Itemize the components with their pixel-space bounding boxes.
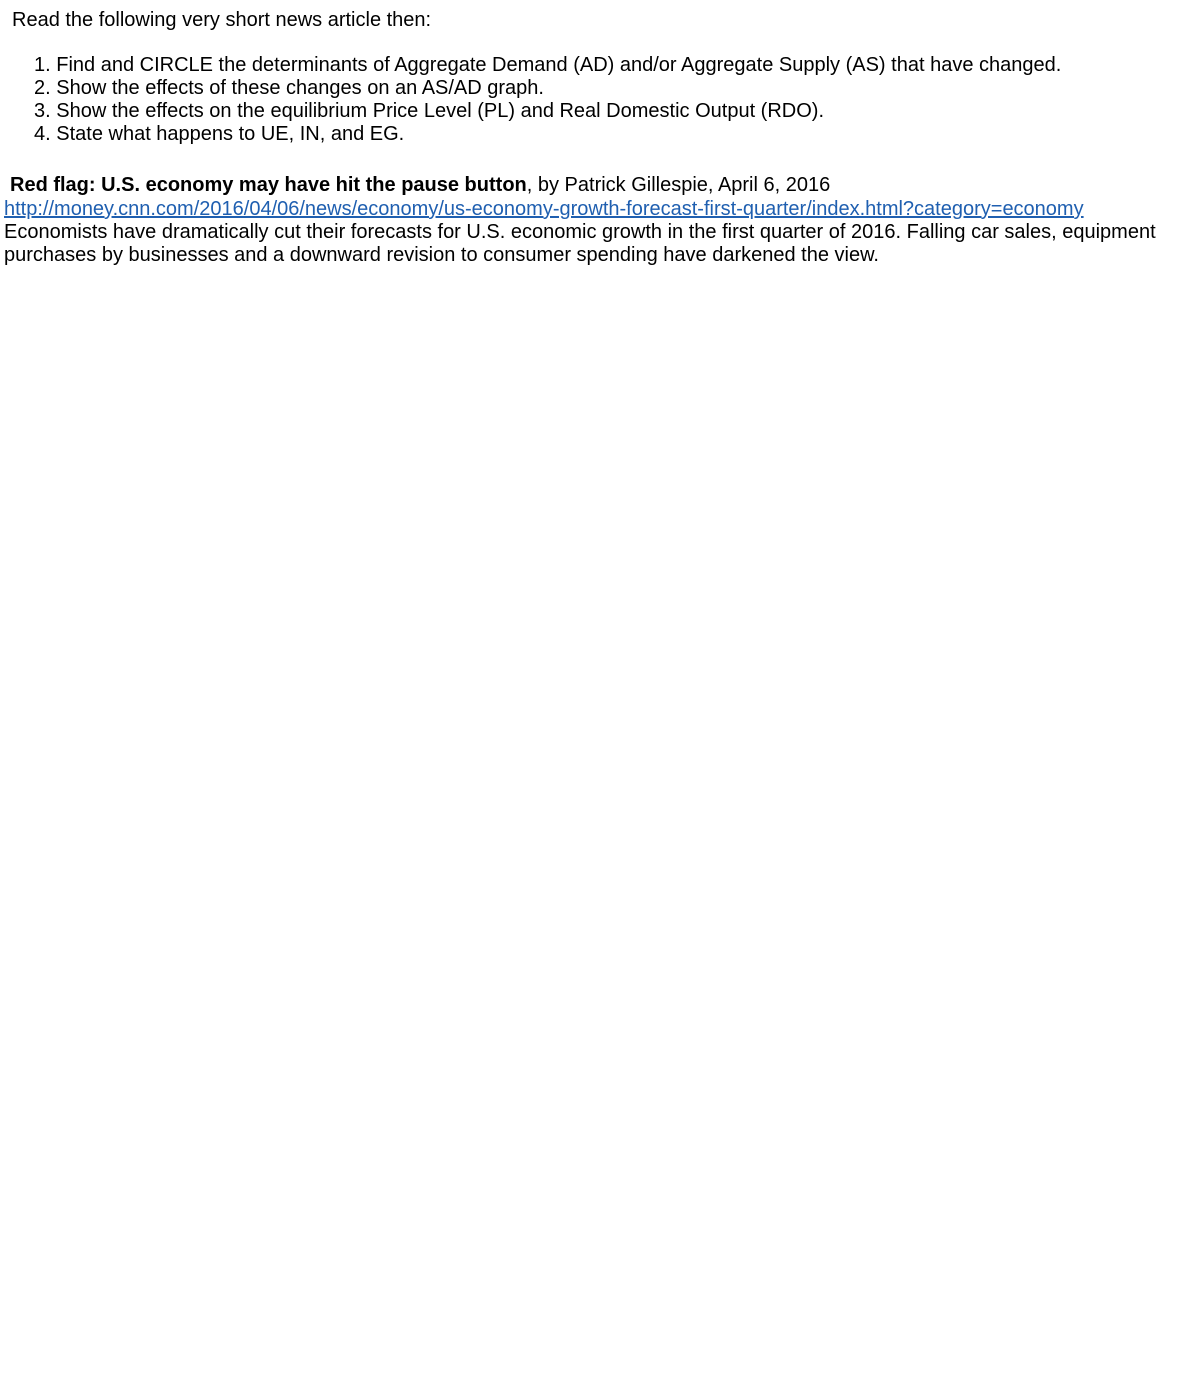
instructions-intro: Read the following very short news article then: xyxy=(12,9,432,31)
instruction-item xyxy=(34,54,1061,77)
instruction-text: Show the effects of these changes on an AS/AD graph. xyxy=(56,77,544,99)
article-date: April 6, 2016 xyxy=(717,174,831,196)
instruction-number: 1. xyxy=(34,54,51,76)
instruction-number: 3. xyxy=(34,100,51,122)
article-title: Red flag: U.S. economy may have hit the pause button xyxy=(10,174,527,196)
instruction-item xyxy=(34,77,1061,100)
instruction-number: 4. xyxy=(34,123,51,145)
instructions-list xyxy=(34,54,1061,146)
article-link[interactable]: http://money.cnn.com/2016/04/06/news/economy/us-economy-growth-forecast-first-quarter/index.html?category=economy xyxy=(4,198,1084,220)
instruction-text: State what happens to UE, IN, and EG. xyxy=(56,123,405,145)
instruction-text: Show the effects on the equilibrium Price Level (PL) and Real Domestic Output (RDO). xyxy=(56,100,825,122)
instruction-item xyxy=(34,100,1061,123)
article-body: Economists have dramatically cut their forecasts for U.S. economic growth in the first quarter of 2016. Falling car sales, equipment purchases by businesses and a downward revision to consumer spending have darkened the view. xyxy=(4,221,1156,266)
article-headline xyxy=(4,173,1164,197)
instruction-text: Find and CIRCLE the determinants of Aggregate Demand (AD) and/or Aggregate Supply (AS) that have changed. xyxy=(56,54,1062,76)
instruction-item xyxy=(34,123,1061,146)
news-article xyxy=(4,173,1164,267)
instruction-number: 2. xyxy=(34,77,51,99)
article-byline: , by Patrick Gillespie, xyxy=(526,174,714,196)
